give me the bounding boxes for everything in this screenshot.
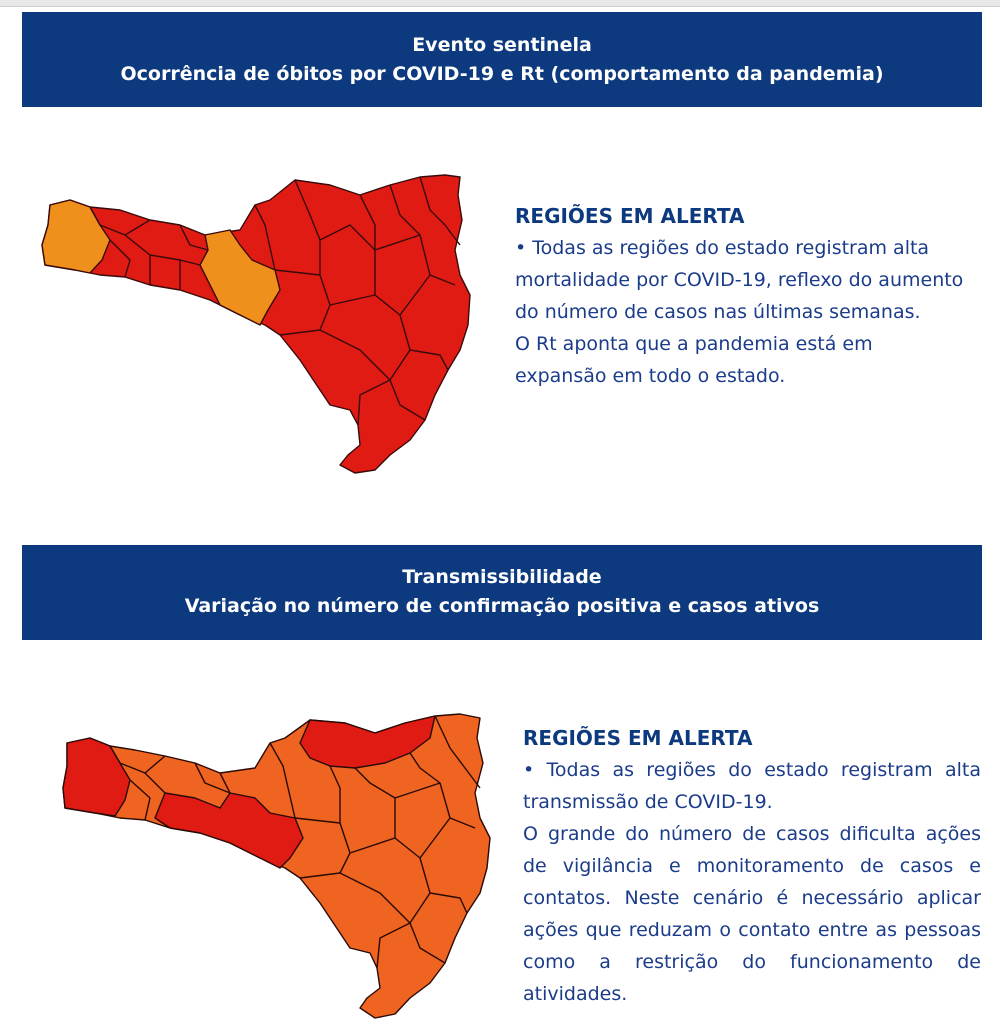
section-1-text: [515, 200, 965, 392]
section-2-bullet: • Todas as regiões do estado registram alta transmissão de COVID-19.: [523, 759, 981, 813]
section-2-subtitle: Variação no número de confirmação positiva e casos ativos: [184, 595, 820, 617]
section-1-bullet: • Todas as regiões do estado registram alta mortalidade por COVID-19, reflexo do aumento do número de casos nas últimas semanas.: [515, 237, 964, 323]
section-2-title: Transmissibilidade: [402, 566, 602, 588]
section-1-banner: [22, 12, 982, 107]
section-1-title: Evento sentinela: [412, 34, 592, 56]
section-2-banner: [22, 545, 982, 640]
section-2-paragraph: O grande do número de casos dificulta ações de vigilância e monitoramento de casos e contatos. Neste cenário é necessário aplicar ações que reduzam o contato entre as pessoas como a restrição do funcionamento de atividades.: [523, 823, 981, 1005]
risk-map-mortality: [30, 165, 480, 480]
section-2-text: [523, 722, 981, 1010]
risk-map-transmission: [55, 708, 505, 1024]
section-1-alert-title: REGIÕES EM ALERTA: [515, 204, 745, 228]
state-outline: [42, 175, 470, 473]
top-divider: [0, 0, 1000, 7]
section-1-paragraph: O Rt aponta que a pandemia está em expansão em todo o estado.: [515, 333, 873, 387]
section-2-alert-title: REGIÕES EM ALERTA: [523, 726, 753, 750]
section-1-subtitle: Ocorrência de óbitos por COVID-19 e Rt (comportamento da pandemia): [120, 63, 884, 85]
